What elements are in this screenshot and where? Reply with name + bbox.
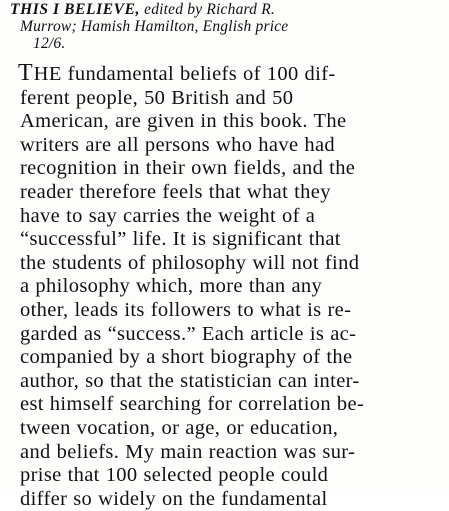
body-line-14: author, so that the statistician can inter- [20,369,360,392]
body-line-10: a philosophy which, more than any [20,275,323,298]
body-line-13: companied by a short biography of the [20,346,353,369]
body-line-9: the students of philosophy will not find [20,251,360,274]
body-line-12: garded as “success.” Each article is ac- [20,322,357,345]
body-line-16: tween vocation, or age, or education, [20,416,339,439]
body-line-17: and beliefs. My main reaction was sur- [20,440,356,463]
body-line-7: have to say carries the weight of a [20,204,316,227]
body-line-11: other, leads its followers to what is re- [20,298,352,321]
body-line-4: writers are all persons who have had [20,133,336,156]
body-line-19: differ so widely on the fundamental [20,487,328,510]
body-line-8: “successful” life. It is significant that [20,228,341,251]
drop-cap: T [18,60,34,86]
heading-line-3: 12/6. [33,35,66,52]
body-line-6: reader therefore feels that what they [20,180,331,203]
review-body [0,62,449,511]
heading-line-2: Murrow; Hamish Hamilton, English price [20,18,289,35]
body-line-1 [0,62,449,87]
body-line-18: prise that 100 selected people could [20,464,329,487]
heading-line-1-text: edited by Richard R. [144,1,275,18]
book-title: THIS I BELIEVE, [10,1,141,18]
body-line-15: est himself searching for correlation be- [20,393,365,416]
body-line-3: American, are given in this book. The [20,110,347,133]
heading-line-1 [0,1,449,18]
body-line-2: ferent people, 50 British and 50 [20,86,294,109]
review-heading [0,1,449,52]
body-line-1-text: HE fundamental beliefs of 100 dif- [33,63,336,85]
body-line-5: recognition in their own fields, and the [20,157,356,180]
